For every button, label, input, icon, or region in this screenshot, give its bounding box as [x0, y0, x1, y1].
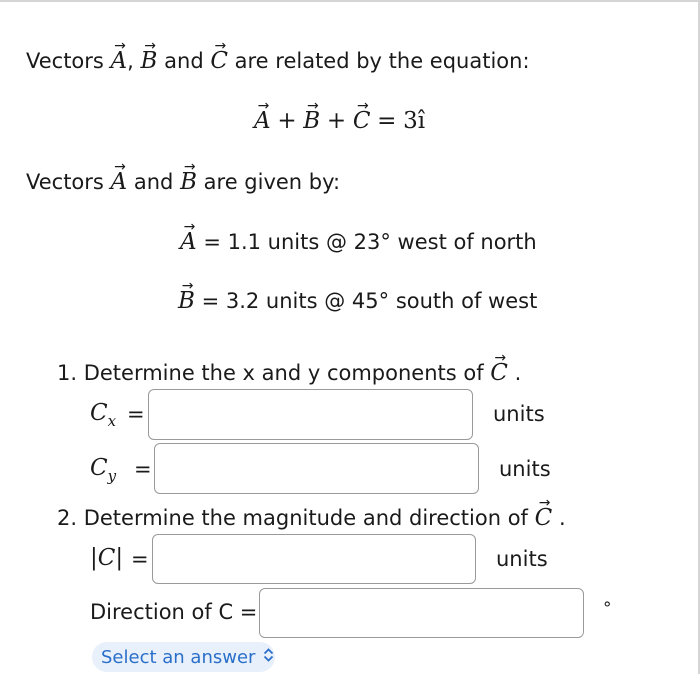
mag-units: units [496, 547, 548, 571]
given-a-desc: = 1.1 units @ 23° west of north [203, 230, 537, 254]
q1-label [57, 360, 521, 386]
cx-subscript: x [107, 412, 117, 430]
cy-label [90, 455, 116, 483]
select-answer-dropdown[interactable] [92, 642, 275, 672]
eq-plus-1: + [277, 108, 297, 134]
q2-label [57, 505, 566, 531]
q2-period: . [558, 506, 566, 530]
cy-subscript: y [107, 467, 117, 485]
degree-symbol: ° [603, 599, 612, 619]
q2-text: 2. Determine the magnitude and direction of [57, 506, 528, 530]
given-a-symbol: → A [180, 229, 197, 255]
q2-vector-c: → C [535, 505, 553, 531]
given-b-symbol: → B [178, 288, 195, 314]
vector-b-symbol: → B [141, 48, 158, 74]
given-b-desc: = 3.2 units @ 45° south of west [201, 289, 538, 313]
cx-label [90, 400, 116, 428]
intro-vectors-word: Vectors [26, 49, 104, 73]
vector-a-symbol: → A [111, 48, 128, 74]
given-a-line [180, 229, 537, 255]
cx-equals: = [127, 402, 145, 426]
eq-vector-c: → C [353, 108, 371, 134]
q1-text: 1. Determine the x and y components of [57, 361, 484, 385]
eq-rhs: 3î [403, 108, 426, 134]
direction-label: Direction of C = [90, 600, 258, 624]
cy-symbol: C [90, 455, 108, 481]
mag-symbol: |C| [90, 545, 124, 571]
given-and: and [133, 170, 174, 194]
comma: , [127, 49, 134, 73]
mag-label [90, 545, 123, 571]
select-answer-label: Select an answer [101, 646, 256, 668]
mag-equals: = [131, 547, 149, 571]
given-b-line [178, 288, 537, 314]
vector-c-symbol: → C [210, 48, 228, 74]
magnitude-input[interactable] [152, 534, 476, 584]
q1-period: . [514, 361, 522, 385]
eq-equals: = [377, 108, 397, 134]
given-vector-a: → A [111, 169, 128, 195]
cx-input[interactable] [148, 389, 473, 440]
top-border [0, 0, 700, 2]
q1-vector-c: → C [490, 360, 508, 386]
eq-plus-2: + [326, 108, 347, 134]
cy-equals: = [134, 457, 152, 481]
eq-vector-b: → B [303, 108, 320, 134]
cx-units: units [493, 402, 545, 426]
intro-line-1 [26, 48, 530, 74]
related-text: are related by the equation: [234, 49, 530, 73]
given-vectors-word: Vectors [26, 170, 104, 194]
given-intro [26, 169, 340, 195]
eq-vector-a: → A [254, 108, 271, 134]
and-word: and [164, 49, 204, 73]
chevron-updown-icon [263, 648, 274, 666]
direction-input[interactable] [259, 588, 584, 638]
cx-symbol: C [90, 400, 108, 426]
given-vector-b: → B [180, 169, 197, 195]
given-text: are given by: [203, 170, 341, 194]
equation [254, 108, 425, 134]
cy-input[interactable] [154, 443, 479, 494]
cy-units: units [499, 457, 551, 481]
